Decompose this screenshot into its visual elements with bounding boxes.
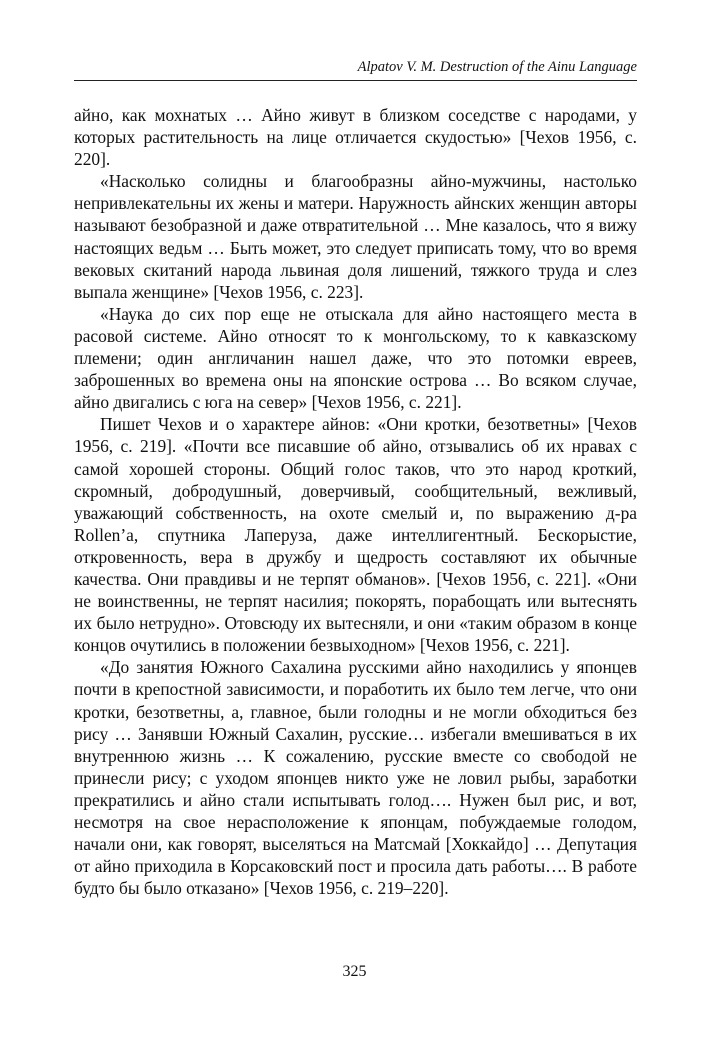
running-title: Alpatov V. M. Destruction of the Ainu Language — [357, 59, 637, 75]
page-number: 325 — [342, 963, 367, 980]
body-text — [74, 104, 637, 899]
paragraph: «Наука до сих пор еще не отыскала для айно настоящего места в расовой системе. Айно относят то к монгольскому, то к кавказскому племени; один англичанин нашел даже, что это потомки евреев, заброшенных во времена оны на японские острова … Во всяком случае, айно двигались с юга на север» [Чехов 1956, с. 221]. — [74, 303, 637, 413]
paragraph: «Насколько солидны и благообразны айно-мужчины, настолько непривлекательны их жены и матери. Наружность айнских женщин авторы называют безобразной и даже отвратительной … Мне казалось, что я вижу настоящих ведьм … Быть может, это следует приписать тому, что во время вековых скитаний народа львиная доля лишений, тяжкого труда и слез выпала женщине» [Чехов 1956, с. 223]. — [74, 171, 637, 302]
running-head — [74, 58, 637, 81]
paragraph: «До занятия Южного Сахалина русскими айно находились у японцев почти в крепостной зависимости, и поработить их было тем легче, что они кротки, безответны, а, главное, были голодны и не могли обходиться без рису … Занявши Южный Сахалин, русские… избегали вмешиваться в их внутреннюю жизнь … К сожалению, русские вместе со свободой не принесли рису; с уходом японцев никто уже не ловил рыбы, заработки прекратились и айно стали испытывать голод…. Нужен был рис, и вот, несмотря на свое нерасположение к японцам, побуждаемые голодом, начали они, как говорят, выселяться на Матсмай [Хоккайдо] … Депутация от айно приходила в Корсаковский пост и просила дать работы…. В работе будто бы было отказано» [Чехов 1956, с. 219–220]. — [74, 657, 637, 899]
paragraph: Пишет Чехов и о характере айнов: «Они кротки, безответны» [Чехов 1956, с. 219]. «Почти все писавшие об айно, отзывались об их нравах с самой хорошей стороны. Общий голос таков, что это народ кроткий, скромный, добродушный, доверчивый, сообщительный, вежливый, уважающий собственность, на охоте смелый и, по выражению д-ра Rollen’а, спутника Лаперуза, даже интеллигентный. Бескорыстие, откровенность, вера в дружбу и щедрость составляют их обычные качества. Они правдивы и не терпят обманов». [Чехов 1956, с. 221]. «Они не воинственны, не терпят насилия; покорять, порабощать или вытеснять их было нетрудно». Отовсюду их вытесняли, и они «таким образом в конце концов очутились в положении безвыходном» [Чехов 1956, с. 221]. — [74, 414, 637, 656]
paragraph: айно, как мохнатых … Айно живут в близком соседстве с народами, у которых растительность на лице отличается скудостью» [Чехов 1956, с. 220]. — [74, 105, 637, 170]
